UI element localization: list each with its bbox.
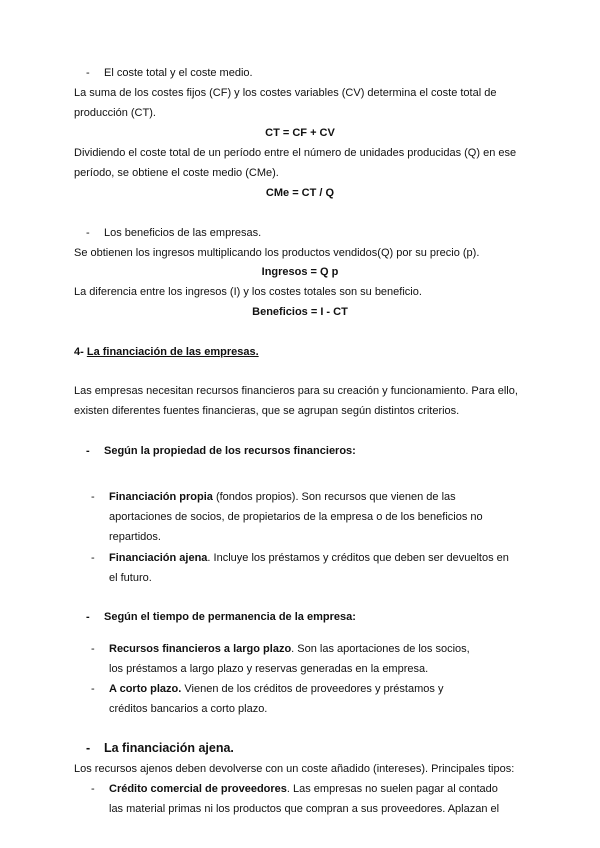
bullet-dash: - bbox=[86, 227, 90, 239]
section-title: La financiación de las empresas. bbox=[86, 346, 259, 358]
bullet-coste-total: El coste total y el coste medio. bbox=[104, 67, 253, 79]
bullet-dash: - bbox=[86, 67, 90, 79]
formula-ct: CT = CF + CV bbox=[265, 127, 335, 139]
bullet-dash: - bbox=[91, 643, 95, 655]
bullet-dash: - bbox=[91, 683, 95, 695]
list-item-financiacion-ajena: Financiación ajena. Incluye los préstamos y créditos que deben ser devueltos en bbox=[109, 552, 509, 564]
paragraph-line: Se obtienen los ingresos multiplicando los productos vendidos(Q) por su precio (p). bbox=[74, 247, 480, 259]
list-item-continuation: créditos bancarios a corto plazo. bbox=[109, 703, 268, 715]
subheading-financiacion-ajena: La financiación ajena. bbox=[104, 741, 234, 755]
list-item-credito-comercial: Crédito comercial de proveedores. Las empresas no suelen pagar al contado bbox=[109, 783, 498, 795]
paragraph-line: La diferencia entre los ingresos (I) y los costes totales son su beneficio. bbox=[74, 286, 422, 298]
paragraph-line: Los recursos ajenos deben devolverse con un coste añadido (intereses). Principales tipos: bbox=[74, 763, 515, 775]
section-heading bbox=[74, 345, 259, 359]
subheading-tiempo: Según el tiempo de permanencia de la empresa: bbox=[104, 611, 356, 623]
paragraph-line: período, se obtiene el coste medio (CMe). bbox=[74, 167, 279, 179]
paragraph-line: existen diferentes fuentes financieras, que se agrupan según distintos criterios. bbox=[74, 405, 460, 417]
list-item-financiacion-propia: Financiación propia (fondos propios). Son recursos que vienen de las bbox=[109, 491, 456, 503]
formula-beneficios: Beneficios = I - CT bbox=[252, 306, 348, 318]
formula-cme: CMe = CT / Q bbox=[265, 187, 335, 199]
paragraph-line: Las empresas necesitan recursos financieros para su creación y funcionamiento. Para ello, bbox=[74, 385, 518, 397]
bullet-beneficios: Los beneficios de las empresas. bbox=[104, 227, 262, 239]
bullet-dash: - bbox=[86, 445, 90, 457]
list-item-continuation: las material primas ni los productos que compran a sus proveedores. Aplazan el bbox=[109, 803, 500, 815]
list-item-continuation: los préstamos a largo plazo y reservas generadas en la empresa. bbox=[109, 663, 429, 675]
subheading-propiedad: Según la propiedad de los recursos financieros: bbox=[104, 445, 356, 457]
paragraph-line: Dividiendo el coste total de un período entre el número de unidades producidas (Q) en ese bbox=[74, 147, 517, 159]
paragraph-line: La suma de los costes fijos (CF) y los costes variables (CV) determina el coste total de bbox=[74, 87, 497, 99]
bullet-dash: - bbox=[86, 741, 91, 755]
list-item-continuation: repartidos. bbox=[109, 531, 161, 543]
formula-ingresos: Ingresos = Q p bbox=[261, 266, 339, 278]
list-item-largo-plazo: Recursos financieros a largo plazo. Son las aportaciones de los socios, bbox=[109, 643, 470, 655]
list-item-corto-plazo: A corto plazo. Vienen de los créditos de proveedores y préstamos y bbox=[109, 683, 444, 695]
bullet-dash: - bbox=[91, 491, 95, 503]
bullet-dash: - bbox=[91, 552, 95, 564]
list-item-continuation: el futuro. bbox=[109, 572, 152, 584]
list-item-continuation: aportaciones de socios, de propietarios de la empresa o de los beneficios no bbox=[109, 511, 483, 523]
paragraph-line: producción (CT). bbox=[74, 107, 156, 119]
bullet-dash: - bbox=[91, 783, 95, 795]
bullet-dash: - bbox=[86, 611, 90, 623]
section-number: 4- bbox=[74, 346, 84, 358]
